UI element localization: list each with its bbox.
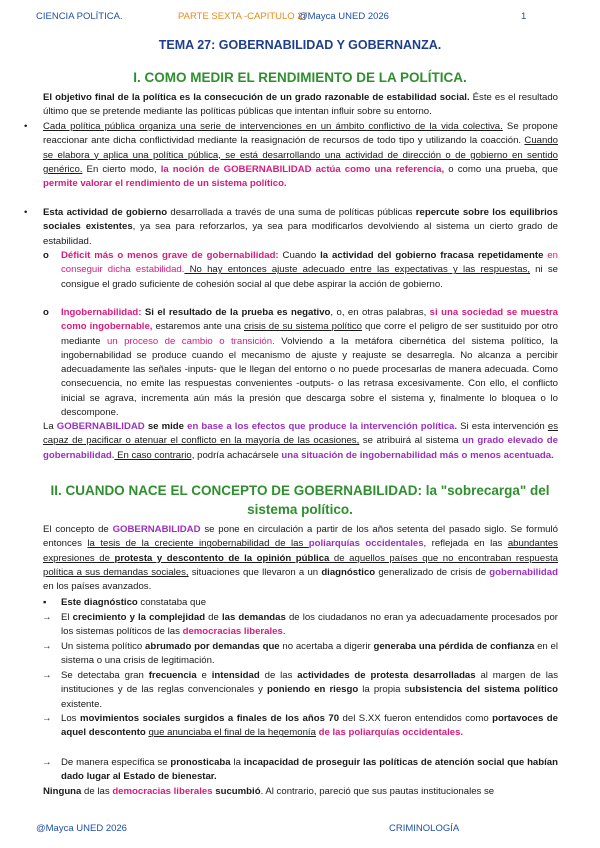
footer-author: @Mayca UNED 2026 — [36, 823, 127, 834]
arrow-bullet: → — [42, 641, 52, 652]
arrow-item-pronosticaba: De manera específica se pronosticaba la incapacidad de proseguir las políticas de atención social que habían dado lugar al Estado de bienestar. — [61, 757, 558, 783]
header-subject: CIENCIA POLÍTICA. — [36, 11, 123, 22]
diagnostico-intro: Este diagnóstico constataba que — [61, 597, 207, 608]
arrow-bullet: → — [42, 670, 52, 681]
paragraph-objetivo: El objetivo final de la política es la consecución de un grado razonable de estabilidad social. Éste es el resultado último que se pretende mediante las políticas públicas que intentan influir sobre su entorno. — [43, 92, 558, 118]
sub-bullet-o: o — [43, 307, 49, 318]
header-page-number: 1 — [521, 11, 527, 22]
paragraph-ninguna: Ninguna de las democracias liberales sucumbió. Al contrario, pareció que sus pautas institucionales se — [43, 786, 495, 797]
arrow-item-movimientos: Los movimientos sociales surgidos a finales de los años 70 del S.XX fueron entendidos como portavoces de aquel descontento que anunciaba el final de la hegemonía de las poliarquías occidentales. — [61, 713, 558, 739]
arrow-bullet: → — [42, 757, 52, 768]
footer-subject: CRIMINOLOGÍA — [389, 823, 460, 834]
arrow-item-abrumado: Un sistema político abrumado por demandas que no acertaba a digerir generaba una pérdida de confianza en el sistema o una crisis de legitimación. — [61, 641, 558, 667]
page-title: TEMA 27: GOBERNABILIDAD Y GOBERNANZA. — [158, 38, 442, 52]
header-author: @Mayca UNED 2026 — [298, 11, 389, 22]
sub-bullet-deficit: Déficit más o menos grave de gobernabilidad: Cuando la actividad del gobierno fracasa repetidamente en conseguir dicha estabilidad. No hay entonces ajuste adecuado entre las expectativas y las respuestas, ni se consigue el grado suficiente de cohesión social al que debe aspirar la acción de gobierno. — [61, 250, 559, 290]
sub-bullet-ingobernabilidad: Ingobernabilidad: Si el resultado de la prueba es negativo, o, en otras palabras, si una sociedad se muestra como ingobernable, estaremos ante una crisis de su sistema político que corre el peligro de ser sustituido por otro mediante un proceso de cambio o transición. Volviendo a la metáfora cibernética del sistema político, la ingobernabilidad se produce cuando el mecanismo de ajuste y reajuste se desarregla. No alcanza a percibir adecuadamente las señales -inputs- que le llegan del entorno o no puede procesarlas de manera adecuada. Como consecuencia, no emite las respuestas convenientes -outputs- o las retrasa excesivamente. Con ello, el conflicto inicial se agrava, incrementa aún más la presión que descarga sobre el sistema y, finalmente lo bloquea o lo descompone. — [61, 307, 559, 419]
bullet-dot: • — [24, 121, 28, 132]
section-heading-1: I. COMO MEDIR EL RENDIMIENTO DE LA POLÍTICA. — [133, 70, 467, 85]
sub-bullet-o: o — [43, 250, 49, 261]
arrow-bullet: → — [42, 713, 52, 724]
paragraph-gobernabilidad-mide: La GOBERNABILIDAD se mide en base a los efectos que produce la intervención política. Si esta intervención es capaz de pacificar o atenuar el conflicto en la mayoría de las ocasiones, se atribuirá al sistema un grado elevado de gobernabilidad. En caso contrario, podría achacársele una situación de ingobernabilidad más o menos acentuada. — [43, 421, 558, 461]
bullet-dot: • — [24, 207, 28, 218]
bullet-paragraph-politica-publica: Cada política pública organiza una serie de intervenciones en un ámbito conflictivo de la vida colectiva. Se propone reaccionar ante dicha conflictividad mediante la reasignación de recursos de todo tipo y utilizando la coacción. Cuando se elabora y aplica una política pública, se está desarrollando una actividad de dirección o de gobierno en sentido genérico. En cierto modo, la noción de GOBERNABILIDAD actúa como una referencia, o como una prueba, que permite valorar el rendimiento de un sistema político. — [43, 121, 558, 190]
bullet-square: ▪ — [43, 597, 47, 608]
section-heading-2: II. CUANDO NACE EL CONCEPTO DE GOBERNABILIDAD: la "sobrecarga" del sistema político. — [50, 483, 550, 517]
arrow-item-demandas: El crecimiento y la complejidad de las demandas de los ciudadanos no eran ya adecuadamente procesados por los sistemas políticos de las democracias liberales. — [61, 612, 558, 638]
arrow-bullet: → — [42, 612, 52, 623]
bullet-paragraph-actividad-gobierno: Esta actividad de gobierno desarrollada a través de una suma de políticas públicas repercute sobre los equilibrios sociales existentes, ya sea para reforzarlos, ya sea para modificarlos devolviendo al sistema un cierto grado de estabilidad. — [43, 207, 558, 247]
arrow-item-protesta: Se detectaba gran frecuencia e intensidad de las actividades de protesta desarrolladas al margen de las instituciones y de las reglas convencionales y poniendo en riesgo la propia subsistencia del sistema político existente. — [61, 670, 559, 710]
header-chapter: PARTE SEXTA -CAPITULO 27. — [178, 11, 311, 22]
paragraph-concepto: El concepto de GOBERNABILIDAD se pone en circulación a partir de los años setenta del pasado siglo. Se formuló entonces la tesis de la creciente ingobernabilidad de las poliarquías occidentales, reflejada en las abundantes expresiones de protesta y descontento de la opinión pública de aquellos países que no encontraban respuesta política a sus demandas sociales, situaciones que llevaron a un diagnóstico generalizado de crisis de gobernabilidad en los países avanzados. — [43, 524, 559, 593]
